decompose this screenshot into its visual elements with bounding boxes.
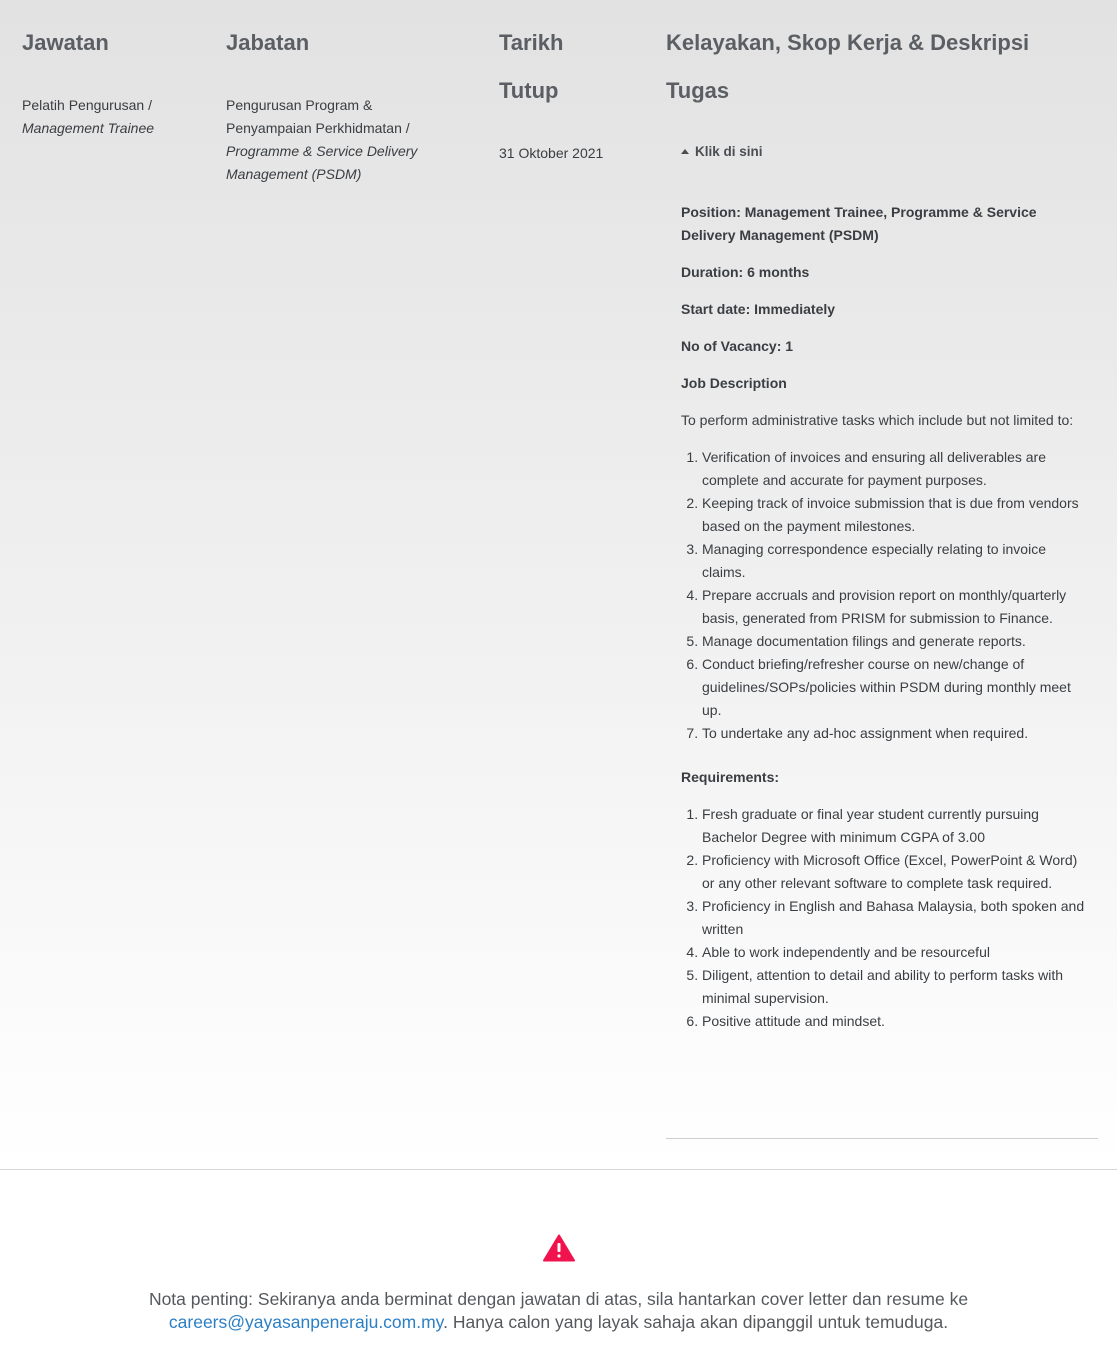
column-header-jabatan: Jabatan (226, 30, 310, 55)
cell-jabatan (226, 94, 476, 186)
task-list (681, 446, 1086, 745)
list-item: 5. Diligent, attention to detail and ability to perform tasks with minimal supervision. (702, 964, 1086, 1010)
column-header-kelayakan-line1: Kelayakan, Skop Kerja & Deskripsi (666, 30, 1030, 55)
jabatan-english-line1: Programme & Service Delivery (226, 143, 418, 159)
note-text (109, 1288, 1009, 1334)
list-item: 1. Fresh graduate or final year student currently pursuing Bachelor Degree with minimum CGPA of 3.00 (702, 803, 1086, 849)
caret-up-icon (681, 149, 689, 154)
list-item: 3. Proficiency in English and Bahasa Malaysia, both spoken and written (702, 895, 1086, 941)
details-toggle-label: Klik di sini (695, 143, 763, 159)
column-header-tarikh-line2: Tutup (499, 78, 559, 103)
note-text-after: . Hanya calon yang layak sahaja akan dipanggil untuk temuduga. (443, 1312, 949, 1332)
jawatan-english: Management Trainee (22, 120, 155, 136)
position-text: Position: Management Trainee, Programme & Service Delivery Management (PSDM) (681, 204, 1037, 243)
careers-email-link[interactable]: careers@yayasanpeneraju.com.my (168, 1312, 444, 1332)
job-details (681, 140, 1086, 1033)
duration-text: Duration: 6 months (681, 264, 810, 280)
list-item: 2. Proficiency with Microsoft Office (Excel, PowerPoint & Word) or any other relevant software to complete task required. (702, 849, 1086, 895)
details-divider (666, 1138, 1098, 1139)
jabatan-english-line2: Management (PSDM) (226, 166, 362, 182)
jabatan-malay-line1: Pengurusan Program & (226, 97, 373, 113)
column-header-tarikh-tutup (499, 19, 629, 115)
column-header-tarikh-line1: Tarikh (499, 30, 564, 55)
important-note (0, 1230, 1117, 1334)
cell-jawatan (22, 94, 202, 140)
jabatan-malay-line2: Penyampaian Perkhidmatan / (226, 120, 410, 136)
requirements-list (681, 803, 1086, 1033)
column-header-kelayakan (666, 19, 1096, 115)
warning-icon (543, 1234, 575, 1262)
list-item: 5. Manage documentation filings and generate reports. (702, 630, 1086, 653)
column-header-jawatan: Jawatan (22, 30, 109, 55)
start-date-text: Start date: Immediately (681, 301, 836, 317)
list-item: 2. Keeping track of invoice submission that is due from vendors based on the payment milestones. (702, 492, 1086, 538)
list-item: 6. Conduct briefing/refresher course on new/change of guidelines/SOPs/policies within PSDM during monthly meet up. (702, 653, 1086, 722)
list-item: 1. Verification of invoices and ensuring all deliverables are complete and accurate for payment purposes. (702, 446, 1086, 492)
job-description-title: Job Description (681, 375, 787, 391)
cell-tarikh-tutup: 31 Oktober 2021 (499, 145, 604, 161)
details-toggle[interactable] (681, 140, 1086, 162)
jawatan-malay: Pelatih Pengurusan / (22, 97, 152, 113)
requirements-title: Requirements: (681, 769, 780, 785)
list-item: 3. Managing correspondence especially relating to invoice claims. (702, 538, 1086, 584)
note-text-before: Nota penting: Sekiranya anda berminat dengan jawatan di atas, sila hantarkan cover letter dan resume ke (148, 1289, 969, 1309)
list-item: 7. To undertake any ad-hoc assignment when required. (702, 722, 1086, 745)
list-item: 4. Prepare accruals and provision report on monthly/quarterly basis, generated from PRISM for submission to Finance. (702, 584, 1086, 630)
list-item: 6. Positive attitude and mindset. (702, 1010, 1086, 1033)
job-description-intro: To perform administrative tasks which include but not limited to: (681, 412, 1074, 428)
list-item: 4. Able to work independently and be resourceful (702, 941, 1086, 964)
vacancy-text: No of Vacancy: 1 (681, 338, 794, 354)
column-header-kelayakan-line2: Tugas (666, 78, 730, 103)
